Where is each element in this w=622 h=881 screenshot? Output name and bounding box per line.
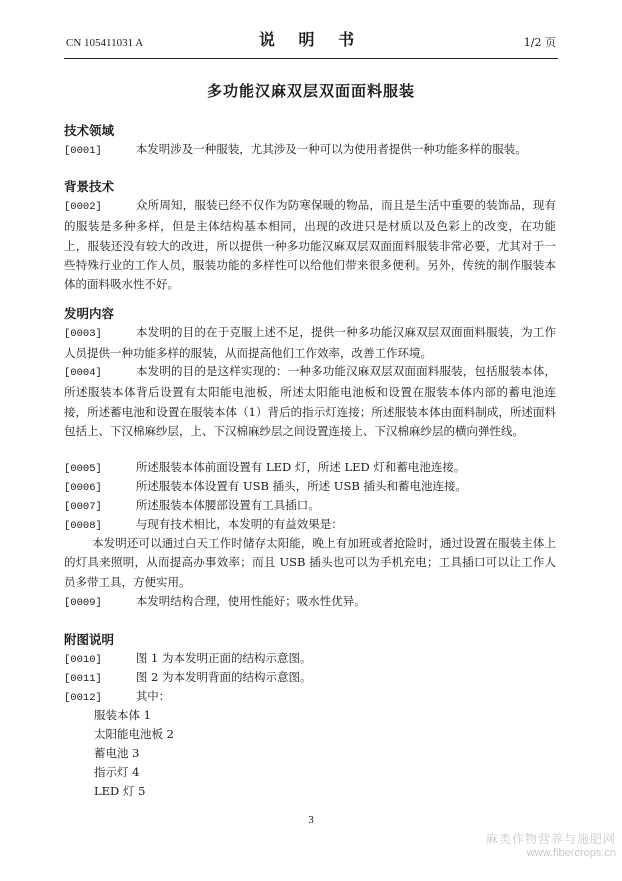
paragraph-0009 xyxy=(64,592,556,613)
para-number: [0007] xyxy=(64,501,102,513)
para-number: [0011] xyxy=(64,673,102,685)
paragraph-0003 xyxy=(64,323,556,364)
document-title: 多功能汉麻双层双面面料服装 xyxy=(206,82,415,100)
section-heading-field: 技术领域 xyxy=(64,123,115,138)
header-divider xyxy=(64,58,558,59)
component-item: 服装本体 1 xyxy=(94,708,151,722)
para-text: 所述服装本体腰部设置有工具插口。 xyxy=(135,498,320,512)
para-number: [0010] xyxy=(64,654,102,666)
paragraph-0004 xyxy=(64,362,556,441)
para-text: 本发明的目的是这样实现的：一种多功能汉麻双层双面面料服装，包括服装本体，所述服装本体背后设置有太阳能电池板，所述太阳能电池板和设置在服装本体内部的蓄电池连接，所述蓄电池和设置在服装本体（1）背后的指示灯连接；所述服装本体由面料制成，所述面料包括上、下汉棉麻纱层，上、下汉棉麻纱层之间设置连接上、下汉棉麻纱层的横向弹性线。 xyxy=(64,364,556,438)
para-text: 本发明涉及一种服装，尤其涉及一种可以为使用者提供一种功能多样的服装。 xyxy=(135,142,527,156)
para-number: [0009] xyxy=(64,597,102,609)
para-number: [0002] xyxy=(64,201,102,213)
section-heading-background: 背景技术 xyxy=(64,179,115,194)
site-watermark xyxy=(486,830,616,859)
para-number: [0012] xyxy=(64,692,102,704)
component-item: 蓄电池 3 xyxy=(94,746,140,760)
para-text: 图 2 为本发明背面的结构示意图。 xyxy=(135,670,312,684)
para-text: 所述服装本体设置有 USB 插头，所述 USB 插头和蓄电池连接。 xyxy=(135,479,467,493)
para-text: 与现有技术相比，本发明的有益效果是： xyxy=(135,517,343,531)
component-item: 太阳能电池板 2 xyxy=(94,727,174,741)
para-number: [0006] xyxy=(64,482,102,494)
paragraph-0002 xyxy=(64,196,556,294)
para-text: 图 1 为本发明正面的结构示意图。 xyxy=(135,651,312,665)
para-text: 本发明结构合理，使用性能好；吸水性优异。 xyxy=(135,594,366,608)
para-number: [0005] xyxy=(64,463,102,475)
paragraph-0008-body xyxy=(64,534,556,592)
para-number: [0001] xyxy=(64,145,102,157)
para-text: 本发明的目的在于克服上述不足，提供一种多功能汉麻双层双面面料服装，为工作人员提供一种功能多样的服装，从而提高他们工作效率，改善工作环境。 xyxy=(64,325,556,361)
component-item: 指示灯 4 xyxy=(94,765,140,779)
para-number: [0003] xyxy=(64,328,102,340)
para-text: 所述服装本体前面设置有 LED 灯，所述 LED 灯和蓄电池连接。 xyxy=(135,460,466,474)
patent-number: CN 105411031 A xyxy=(66,37,144,49)
document-type: 说 明 书 xyxy=(258,30,364,49)
page-number: 3 xyxy=(308,814,314,826)
para-number: [0008] xyxy=(64,520,102,532)
watermark-url: www.fibercrops.cn xyxy=(526,847,616,859)
para-number: [0004] xyxy=(64,367,102,379)
component-item: LED 灯 5 xyxy=(94,784,146,798)
paragraph-0001 xyxy=(64,140,556,161)
watermark-text: 麻类作物营养与施肥网 xyxy=(485,832,616,846)
page-indicator: 1/2 页 xyxy=(523,36,556,49)
para-text: 众所周知，服装已经不仅作为防寒保暖的物品，而且是生活中重要的装饰品，现有的服装是多种多样，但是主体结构基本相同，出现的改进只是材质以及色彩上的改变，在功能上，服装还没有较大的改进，所以提供一种多功能汉麻双层双面面料服装非常必要，尤其对于一些特殊行业的工作人员，服装功能的多样性可以给他们带来很多便利。另外，传统的制作服装本体的面料吸水性不好。 xyxy=(64,198,556,292)
para-text: 本发明还可以通过白天工作时储存太阳能，晚上有加班或者抢险时，通过设置在服装主体上的灯具来照明，从而提高办事效率；而且 USB 插头也可以为手机充电；工具插口可以让工作人员多带工具，方便实用。 xyxy=(64,536,556,589)
para-text: 其中： xyxy=(135,689,171,703)
section-heading-figures: 附图说明 xyxy=(64,632,115,647)
section-heading-content: 发明内容 xyxy=(64,306,115,321)
